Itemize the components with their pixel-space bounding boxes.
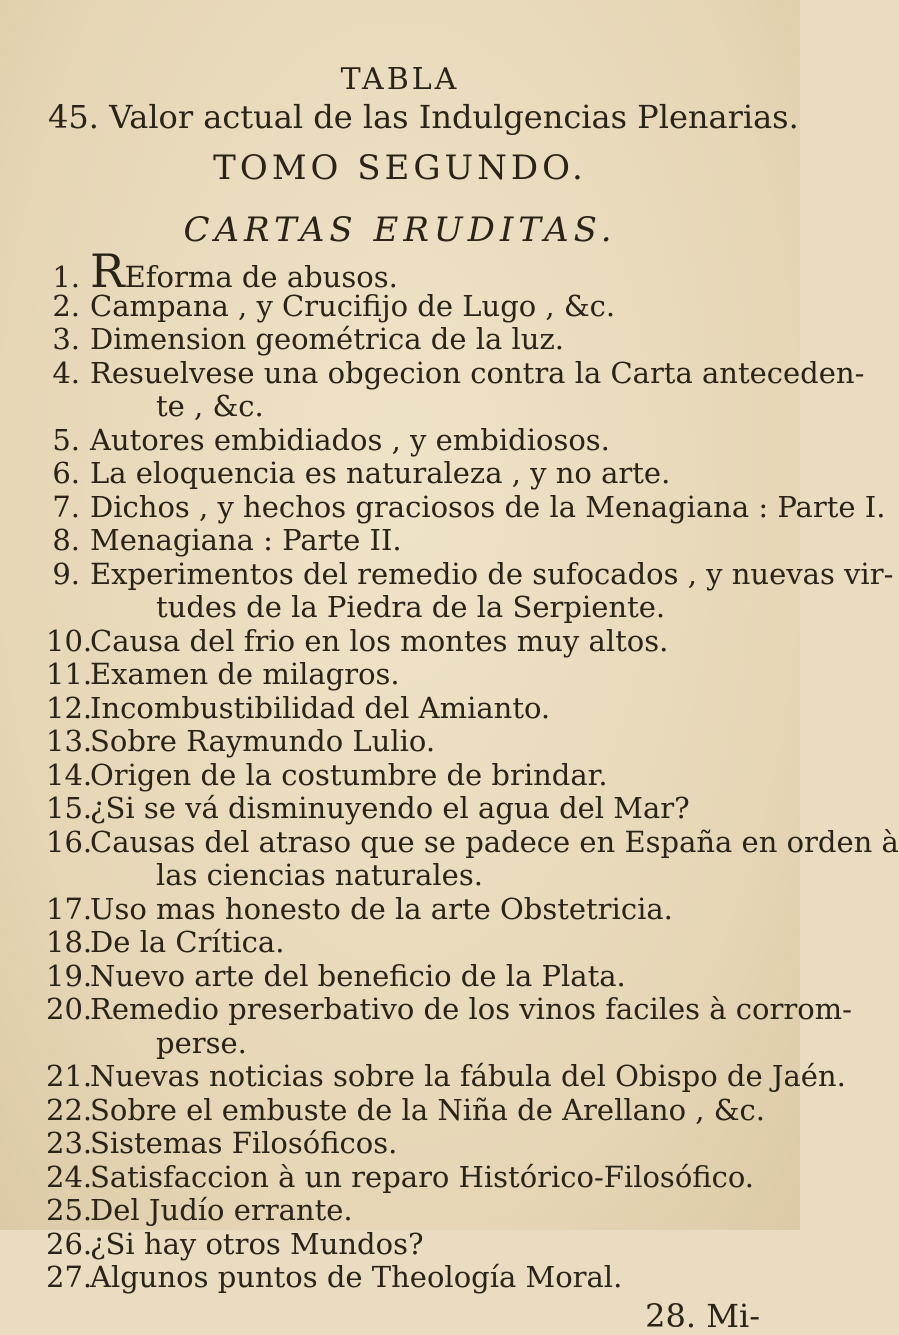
entry-number: 45. <box>48 98 99 136</box>
entry-number: 2. <box>52 288 80 323</box>
entry-text: ¿Si se vá disminuyendo el agua del Mar? <box>90 791 690 825</box>
entry-text: Dichos , y hechos graciosos de la Menagiana : Parte I. <box>90 489 886 524</box>
toc-entry-20 <box>46 992 852 1060</box>
entry-text: Origen de la costumbre de brindar. <box>90 757 608 792</box>
entry-number: 12. <box>46 690 93 725</box>
toc-entry-10 <box>46 625 786 659</box>
toc-entry-25 <box>46 1194 786 1228</box>
toc-entry-21 <box>46 1059 846 1094</box>
toc-entry-5 <box>46 424 786 458</box>
entry-continuation: perse. <box>156 1025 247 1060</box>
entry-number: 4. <box>52 355 80 390</box>
entry-number: 22. <box>46 1092 93 1127</box>
entry-text: Menagiana : Parte II. <box>90 523 402 557</box>
toc-entry-9 <box>46 556 894 625</box>
entry-number: 25. <box>46 1193 93 1227</box>
entry-number: 26. <box>46 1226 93 1261</box>
carry-over-entry <box>48 98 799 136</box>
toc-entry-27 <box>46 1261 786 1295</box>
entry-number: 7. <box>52 489 80 524</box>
running-head: TABLA <box>340 62 460 97</box>
entry-text: Sobre el embuste de la Niña de Arellano , &c. <box>90 1092 765 1127</box>
entry-text: Resuelvese una obgecion contra la Carta anteceden- <box>90 355 865 390</box>
toc-entry-8 <box>46 524 786 558</box>
toc-entry-24 <box>46 1161 786 1195</box>
entry-number: 27. <box>46 1260 93 1294</box>
toc-entry-18 <box>46 926 786 960</box>
entry-number: 5. <box>52 422 80 457</box>
entry-number: 20. <box>46 992 93 1026</box>
toc-entry-17 <box>46 893 786 927</box>
entry-text: Sistemas Filosóficos. <box>90 1126 398 1160</box>
entry-text: Autores embidiados , y embidiosos. <box>90 422 610 457</box>
entry-number: 18. <box>46 925 93 959</box>
entry-text: De la Crítica. <box>90 925 285 959</box>
toc-entry-7 <box>46 489 886 525</box>
toc-entry-13 <box>46 725 786 759</box>
entry-number: 16. <box>46 824 93 859</box>
entry-number: 19. <box>46 958 93 993</box>
entry-number: 17. <box>46 891 93 926</box>
entry-text: Remedio preserbativo de los vinos faciles à corrom- <box>90 992 852 1026</box>
toc-entry-26 <box>46 1228 786 1262</box>
entry-text: Causa del frio en los montes muy altos. <box>90 623 669 658</box>
entry-text: Examen de milagros. <box>90 657 400 691</box>
entry-number: 21. <box>46 1059 93 1093</box>
entry-number: 15. <box>46 791 93 825</box>
toc-entry-15 <box>46 792 786 826</box>
entry-continuation: te , &c. <box>156 389 264 423</box>
drop-cap: R <box>90 244 125 298</box>
entry-text: Incombustibilidad del Amianto. <box>90 690 551 725</box>
toc-entry-4 <box>46 355 865 424</box>
toc-entry-11 <box>46 658 786 692</box>
entry-number: 23. <box>46 1126 93 1160</box>
entry-text: Causas del atraso que se padece en España en orden à <box>90 824 899 859</box>
entry-text: Del Judío errante. <box>90 1193 353 1227</box>
toc-entry-23 <box>46 1127 786 1161</box>
entry-text: ¿Si hay otros Mundos? <box>90 1226 424 1261</box>
entry-number: 3. <box>52 322 80 356</box>
entry-number: 24. <box>46 1159 93 1194</box>
entry-number: 8. <box>52 523 80 557</box>
catchword: 28. Mi- <box>645 1296 760 1335</box>
entry-text: Nuevas noticias sobre la fábula del Obispo de Jaén. <box>90 1059 846 1093</box>
entry-text: Nuevo arte del beneficio de la Plata. <box>90 958 626 993</box>
volume-title: TOMO SEGUNDO. <box>213 148 587 188</box>
section-title: CARTAS ERUDITAS. <box>183 210 617 250</box>
toc-entry-16 <box>46 824 899 893</box>
entry-number: 1. <box>52 260 80 294</box>
entry-text: Valor actual de las Indulgencias Plenarias. <box>109 98 799 136</box>
entry-number: 9. <box>52 556 80 591</box>
toc-entry-6 <box>46 457 786 491</box>
entry-text: Dimension geométrica de la luz. <box>90 322 564 356</box>
entry-text: Sobre Raymundo Lulio. <box>90 724 436 758</box>
toc-entry-2 <box>46 290 786 324</box>
entry-text: Eforma de abusos. <box>124 260 398 294</box>
entry-text: La eloquencia es naturaleza , y no arte. <box>90 456 671 490</box>
entry-number: 10. <box>46 623 93 658</box>
entry-number: 6. <box>52 456 80 490</box>
toc-entry-12 <box>46 692 786 726</box>
toc-entry-19 <box>46 960 786 994</box>
entry-text: Campana , y Crucifijo de Lugo , &c. <box>90 288 616 323</box>
toc-entry-22 <box>46 1094 786 1128</box>
toc-entry-3 <box>46 323 786 357</box>
entry-text: Algunos puntos de Theología Moral. <box>90 1260 623 1294</box>
toc-entry-14 <box>46 759 786 793</box>
entry-number: 14. <box>46 757 93 792</box>
entry-text: Satisfaccion à un reparo Histórico-Filosófico. <box>90 1159 755 1194</box>
entry-text: Experimentos del remedio de sufocados , y nuevas vir- <box>90 556 894 591</box>
entry-continuation: las ciencias naturales. <box>156 858 483 892</box>
entry-number: 11. <box>46 657 93 691</box>
entry-number: 13. <box>46 724 93 758</box>
entry-text: Uso mas honesto de la arte Obstetricia. <box>90 891 673 926</box>
entry-continuation: tudes de la Piedra de la Serpiente. <box>156 590 666 624</box>
